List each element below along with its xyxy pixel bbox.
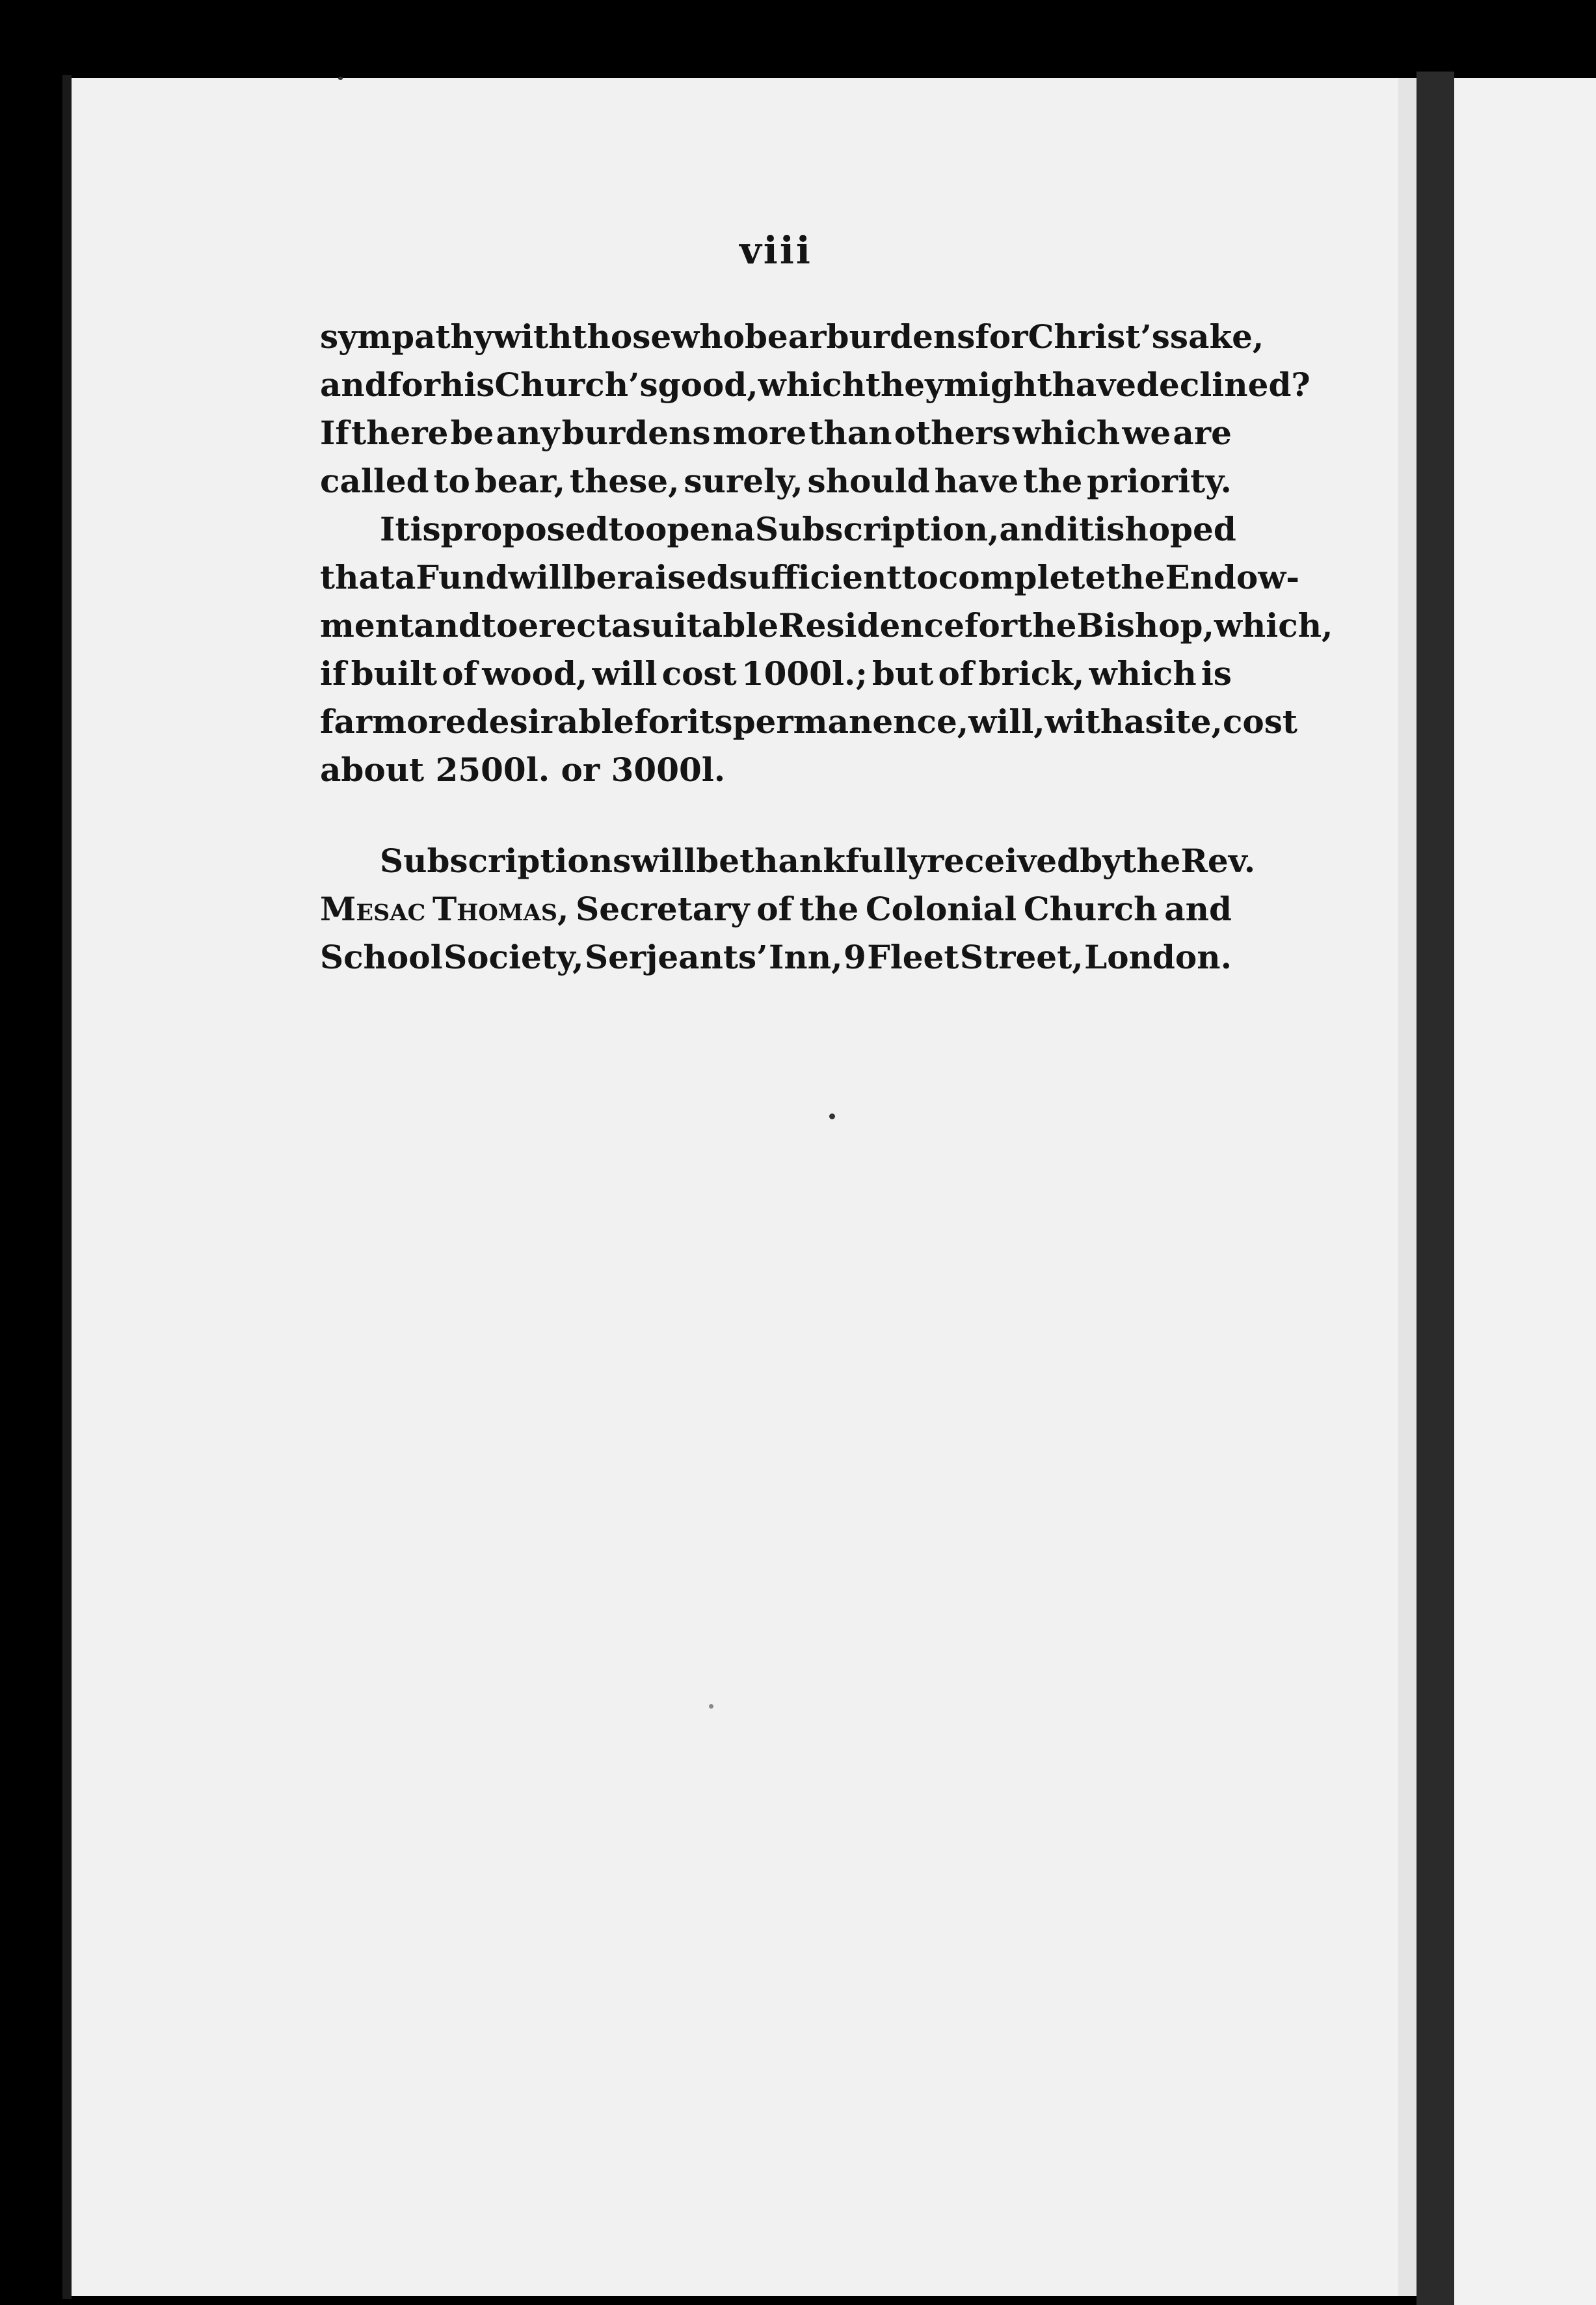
text-line: called to bear, these, surely, should have the priority. [320, 462, 1232, 500]
page-text [320, 228, 1333, 981]
paragraph-1 [320, 312, 1310, 505]
page-number: viii [739, 228, 812, 273]
text-line: that a Fund will be raised sufficient to complete the Endow- [320, 558, 1300, 596]
ink-speck [338, 77, 343, 80]
book-gutter [1416, 72, 1454, 2305]
text-line: It is proposed to open a Subscription, and it is hoped [380, 510, 1236, 548]
paragraph-2 [320, 505, 1333, 793]
text-line: far more desirable for its permanence, will, with a site, cost [320, 702, 1298, 741]
text-line: Subscriptions will be thankfully received by the Rev. [380, 842, 1256, 880]
text-line: If there be any burdens more than others which we are [320, 414, 1232, 452]
paragraph-3 [320, 836, 1256, 981]
text-line: if built of wood, will cost 1000l.; but of brick, which is [320, 654, 1232, 693]
gutter-shadow [1398, 78, 1418, 2296]
ink-speck [829, 1113, 835, 1119]
text-line: ment and to erect a suitable Residence for the Bishop, which, [320, 606, 1333, 645]
right-page-sliver [1454, 78, 1596, 2305]
text-line: Mesac Thomas, Secretary of the Colonial Church and [320, 890, 1232, 928]
text-line: sympathy with those who bear burdens for Christ’s sake, [320, 317, 1264, 356]
text-line: and for his Church’s good, which they might have declined? [320, 366, 1310, 404]
ink-speck [709, 1704, 713, 1709]
text-line: School Society, Serjeants’ Inn, 9 Fleet Street, London. [320, 938, 1232, 976]
text-line: about 2500l. or 3000l. [320, 751, 726, 789]
left-page-edge [62, 75, 72, 2299]
